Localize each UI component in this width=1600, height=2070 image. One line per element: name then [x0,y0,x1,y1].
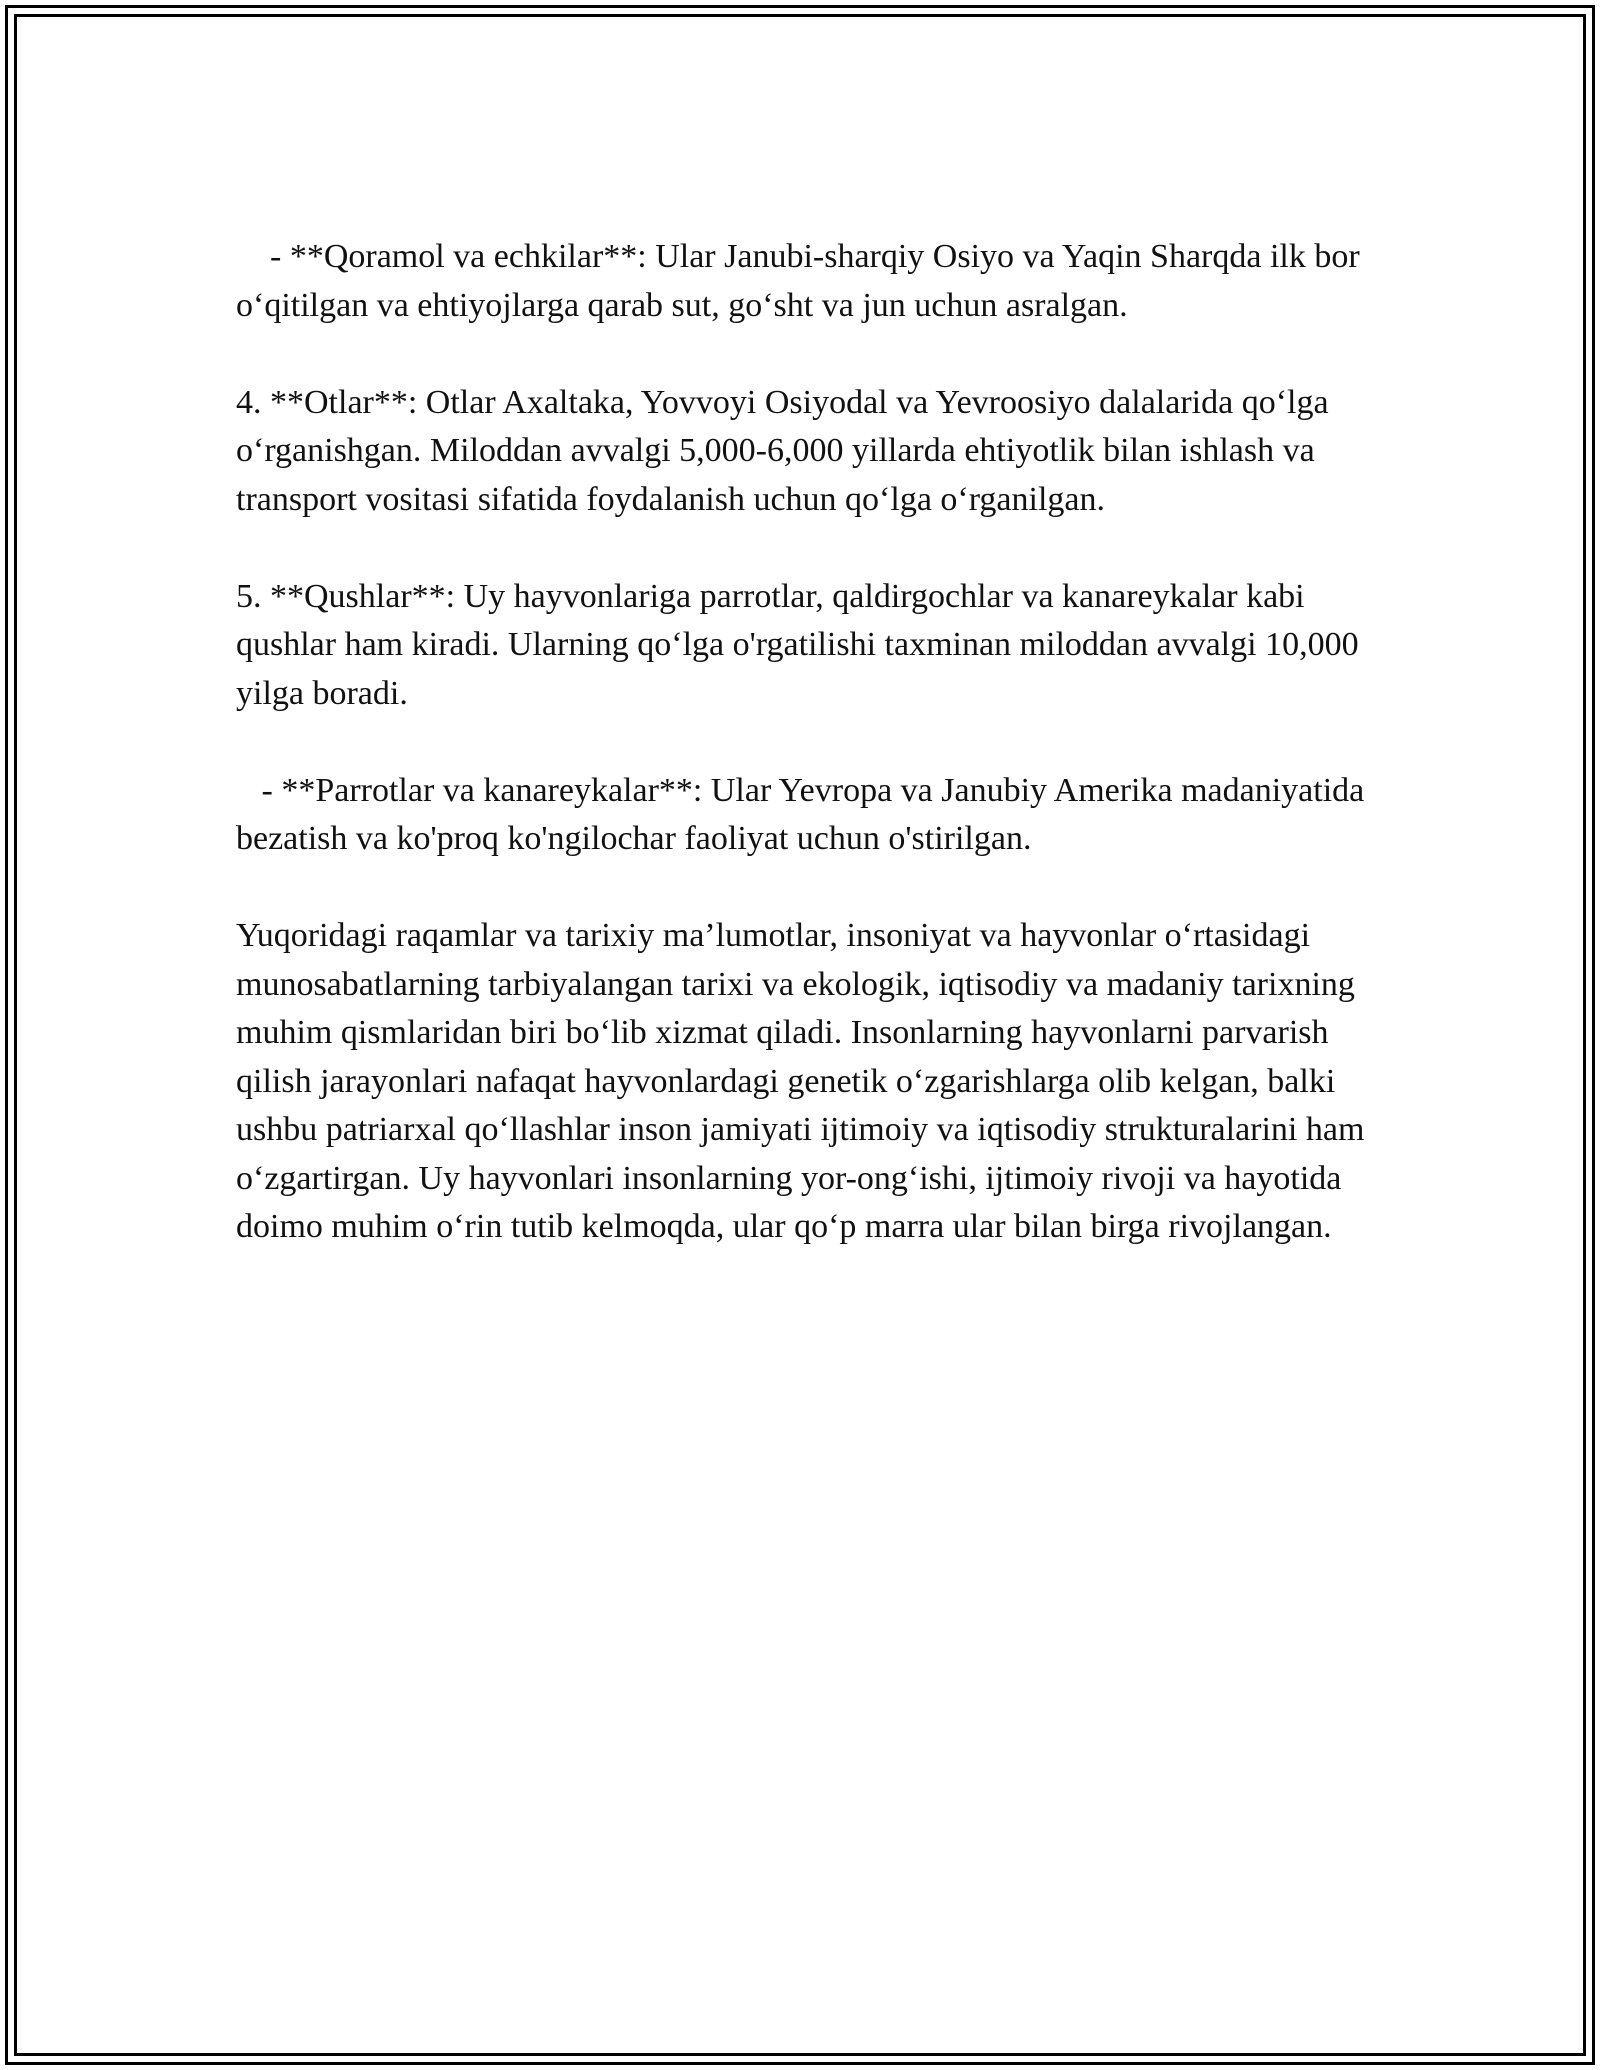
document-body [236,233,1373,1300]
paragraph-conclusion: Yuqoridagi raqamlar va tarixiy ma’lumotlar, insoniyat va hayvonlar o‘rtasidagi munosabatlarning tarbiyalangan tarixi va ekologik, iqtisodiy va madaniy tarixning muhim qismlaridan biri bo‘lib xizmat qiladi. Insonlarning hayvonlarni parvarish qilish jarayonlari nafaqat hayvonlardagi genetik o‘zgarishlarga olib kelgan, balki ushbu patriarxal qo‘llashlar inson jamiyati ijtimoiy va iqtisodiy strukturalarini ham o‘zgartirgan. Uy hayvonlari insonlarning yor-ong‘ishi, ijtimoiy rivoji va hayotida doimo muhim o‘rin tutib kelmoqda, ular qo‘p marra ular bilan birga rivojlangan. [236,917,1373,1245]
paragraph-horses: 4. **Otlar**: Otlar Axaltaka, Yovvoyi Osiyodal va Yevroosiyo dalalarida qo‘lga o‘rganishgan. Miloddan avvalgi 5,000-6,000 yillarda ehtiyotlik bilan ishlash va transport vositasi sifatida foydalanish uchun qo‘lga o‘rganilgan. [236,383,1338,518]
paragraph-cattle-goats: - **Qoramol va echkilar**: Ular Janubi-sharqiy Osiyo va Yaqin Sharqda ilk bor o‘qitilgan va ehtiyojlarga qarab sut, go‘sht va jun uchun asralgan. [236,238,1369,324]
paragraph-birds: 5. **Qushlar**: Uy hayvonlariga parrotlar, qaldirgochlar va kanareykalar kabi qushlar ham kiradi. Ularning qo‘lga o'rgatilishi taxminan miloddan avvalgi 10,000 yilga boradi. [236,577,1368,712]
paragraph-parrots-canaries: - **Parrotlar va kanareykalar**: Ular Yevropa va Janubiy Amerika madaniyatida bezatish va ko'proq ko'ngilochar faoliyat uchun o'stirilgan. [236,771,1373,857]
